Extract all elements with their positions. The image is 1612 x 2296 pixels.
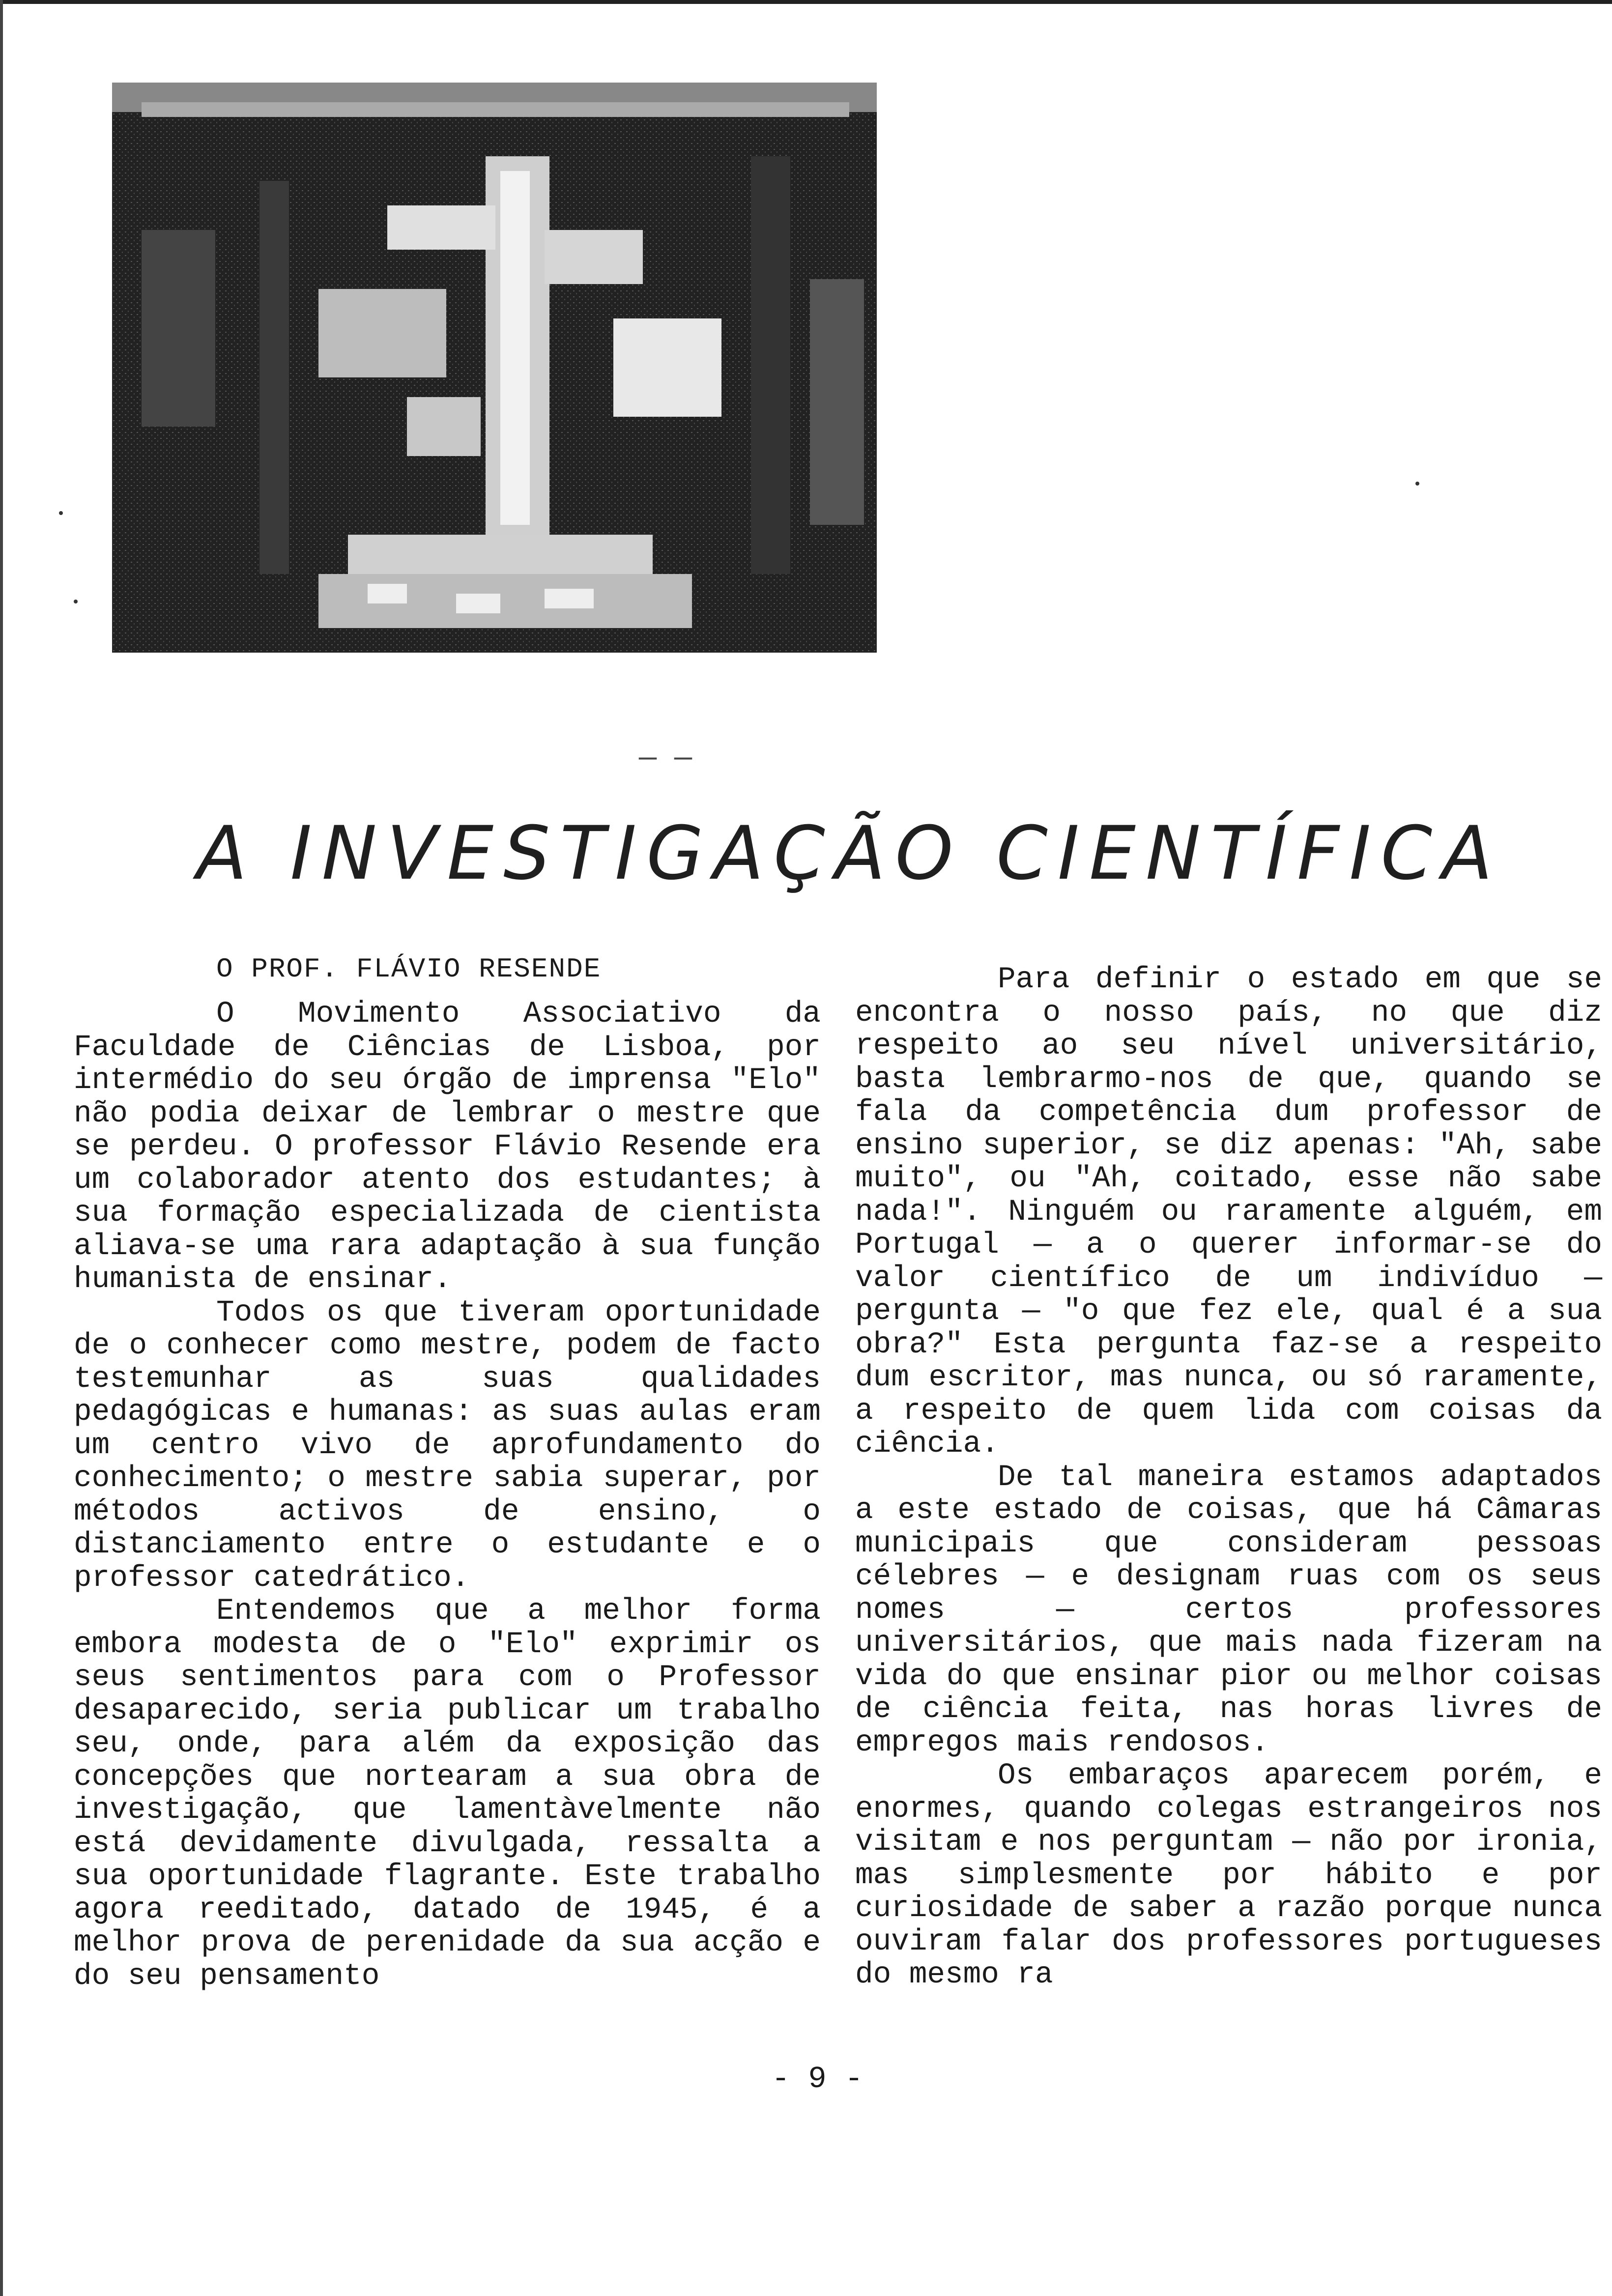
laboratory-photo — [112, 83, 877, 653]
left-column — [74, 998, 821, 1993]
right-column — [855, 963, 1602, 1992]
page-number: - 9 - — [772, 2062, 864, 2096]
article-title: A INVESTIGAÇÃO CIENTÍFICA — [197, 811, 1502, 896]
article-byline: O PROF. FLÁVIO RESENDE — [216, 953, 602, 985]
paragraph: Todos os que tiveram oportunidade de o conhecer como mestre, podem de facto testemunhar as suas qualidades pedagógicas e humanas: as suas aulas eram um centro vivo de aprofundamento do conhecimento; o mestre sabia superar, por métodos activos de ensino, o distanciamento entre o estudante e o professor catedrático. — [74, 1295, 821, 1595]
paragraph: De tal maneira estamos adaptados a este estado de coisas, que há Câmaras municipais que consideram pessoas célebres — e designam ruas com os seus nomes — certos professores universitários, que mais nada fizeram na vida do que ensinar pior ou melhor coisas de ciência feita, nas horas livres de empregos mais rendosos. — [855, 1460, 1602, 1760]
paragraph: Para definir o estado em que se encontra o nosso país, no que diz respeito ao seu nível universitário, basta lembrarmo-nos de que, quando se fala da competência dum professor de ensino superior, se diz apenas: "Ah, sabe muito", ou "Ah, coitado, esse não sabe nada!". Ninguém ou raramente alguém, em Portugal — a o querer informar-se do valor científico de um indivíduo — pergunta — "o que fez ele, qual é a sua obra?" Esta pergunta faz-se a respeito dum escritor, mas nunca, ou só raramente, a respeito de quem lida com coisas da ciência. — [855, 963, 1602, 1461]
decorative-dash: — — — [639, 742, 692, 775]
paragraph: O Movimento Associativo da Faculdade de Ciências de Lisboa, por intermédio do seu órgão de imprensa "Elo" não podia deixar de lembrar o mestre que se perdeu. O professor Flávio Resende era um colaborador atento dos estudantes; à sua formação especializada de cientista aliava-se uma rara adaptação à sua função humanista de ensinar. — [74, 997, 821, 1296]
scan-speck — [74, 600, 78, 603]
scan-speck — [1415, 482, 1419, 486]
paragraph: Os embaraços aparecem porém, e enormes, quando colegas estrangeiros nos visitam e nos perguntam — não por ironia, mas simplesmente por hábito e por curiosidade de saber a razão porque nunca ouviram falar dos professores portugueses do mesmo ra — [855, 1759, 1602, 1992]
scan-border-left — [0, 0, 3, 2296]
scan-speck — [59, 511, 63, 515]
paragraph: Entendemos que a melhor forma embora modesta de o "Elo" exprimir os seus sentimentos para com o Professor desaparecido, seria publicar um trabalho seu, onde, para além da exposição das concepções que nortearam a sua obra de investigação, que lamentàvelmente não está devidamente divulgada, ressalta a sua oportunidade flagrante. Este trabalho agora reeditado, datado de 1945, é a melhor prova de perenidade da sua acção e do seu pensamento — [74, 1594, 821, 1993]
scan-border-top — [0, 0, 1612, 4]
